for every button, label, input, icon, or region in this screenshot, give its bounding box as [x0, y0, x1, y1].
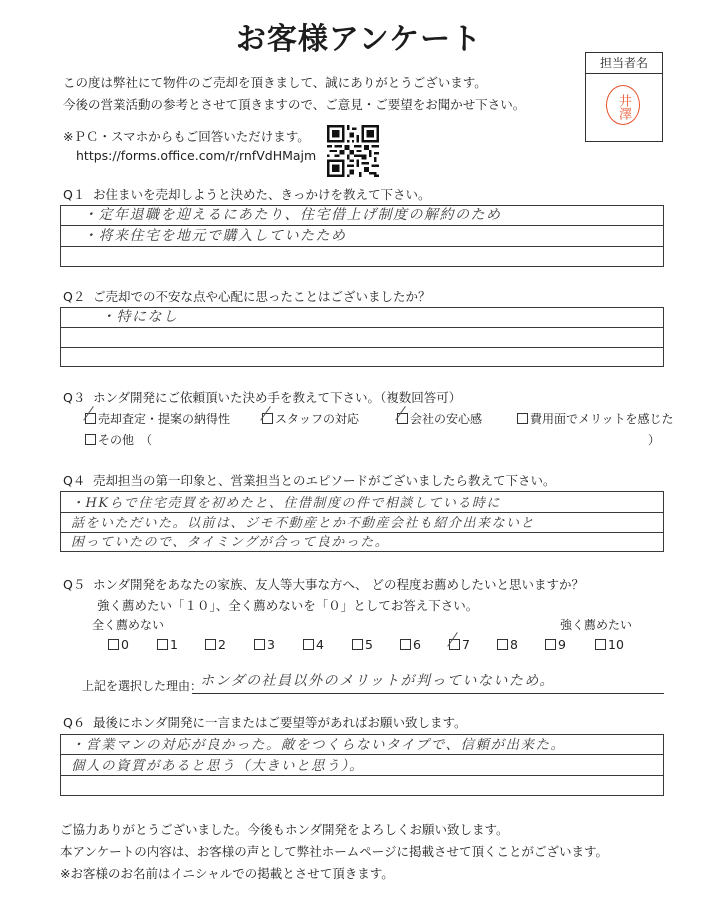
footer-initials-note: ※お客様のお名前はイニシャルでの掲載とさせて頂きます。	[60, 866, 394, 881]
q4-answer-3: 困っていたので、タイミングが合って良かった。	[71, 535, 390, 550]
q5-scale-option[interactable]	[595, 637, 624, 652]
q3-number: Q３	[63, 390, 86, 405]
answer-line	[61, 328, 663, 348]
footer-publish-note: 本アンケートの内容は、お客様の声として弊社ホームページに掲載させて頂くことがございます。	[60, 844, 609, 859]
q1-number: Q１	[63, 187, 86, 202]
answer-line	[61, 533, 663, 551]
answer-line	[61, 735, 663, 755]
checkbox-icon[interactable]	[352, 639, 363, 650]
q6-text: 最後にホンダ開発に一言またはご要望等があればお願い致します。	[92, 715, 467, 730]
q5-number: Q５	[63, 577, 86, 592]
checkbox-icon[interactable]	[254, 639, 265, 650]
answer-line	[61, 206, 663, 226]
checkbox-icon[interactable]	[497, 639, 508, 650]
q5-scale-value: 0	[121, 637, 129, 652]
q5-scale-option[interactable]	[400, 637, 421, 652]
checkbox-icon[interactable]	[108, 639, 119, 650]
q5-scale-value: 10	[608, 637, 624, 652]
q5-scale-value: 5	[365, 637, 373, 652]
checkbox-icon[interactable]	[303, 639, 314, 650]
checkbox-checked-icon[interactable]	[262, 413, 273, 424]
q5-scale-option[interactable]	[352, 637, 373, 652]
q5-reason-answer: ホンダの社員以外のメリットが判っていないため。	[200, 673, 555, 689]
q4-number: Q４	[63, 473, 86, 488]
q3-option-2[interactable]	[262, 410, 359, 427]
personal-seal: 井澤	[606, 85, 640, 125]
checkbox-icon[interactable]	[85, 434, 96, 445]
q5-scale-option[interactable]	[545, 637, 566, 652]
q2-question	[63, 287, 431, 305]
q3-option-1-label: 売却査定・提案の納得性	[98, 412, 231, 426]
q5-scale-value: 1	[170, 637, 178, 652]
q5-scale-value: 6	[413, 637, 421, 652]
q6-answer-box[interactable]	[60, 734, 664, 796]
q4-answer-1: ・HKらで住宅売買を初めたと、住借制度の件で相談している時に	[71, 496, 501, 511]
q6-answer-2: 個人の資質があると思う（大きいと思う）。	[71, 758, 365, 774]
checkbox-icon[interactable]	[205, 639, 216, 650]
q6-number: Q６	[63, 715, 86, 730]
q2-text: ご売却での不安な点や心配に思ったことはございましたか？	[92, 289, 431, 304]
q2-answer-box[interactable]	[60, 307, 664, 367]
survey-url[interactable]: https://forms.office.com/r/rnfVdHMajm	[76, 148, 317, 163]
q3-option-other[interactable]	[85, 431, 152, 448]
q3-option-4[interactable]	[517, 410, 674, 427]
q5-text: ホンダ開発をあなたの家族、友人等大事な方へ、 どの程度お薦めしたいと思いますか？	[92, 577, 584, 592]
q3-option-3-label: 会社の安心感	[410, 412, 483, 426]
q6-question	[63, 713, 467, 731]
q5-reason-underline[interactable]	[192, 693, 664, 694]
checkbox-icon[interactable]	[400, 639, 411, 650]
q5-scale-option[interactable]	[254, 637, 275, 652]
checkbox-checked-icon[interactable]	[397, 413, 408, 424]
q5-high-label: 強く薦めたい	[560, 618, 633, 632]
q1-answer-1: ・定年退職を迎えるにあたり、住宅借上げ制度の解約のため	[83, 207, 502, 223]
q5-scale-value: 4	[316, 637, 324, 652]
q5-scale-option[interactable]	[157, 637, 178, 652]
q5-scale-option[interactable]	[108, 637, 129, 652]
q4-text: 売却担当の第一印象と、営業担当とのエピソードがございましたら教えて下さい。	[92, 473, 556, 488]
q3-question	[63, 388, 461, 406]
q3-option-1[interactable]	[85, 410, 230, 427]
q2-number: Q２	[63, 289, 86, 304]
q5-reason-label: 上記を選択した理由：	[82, 679, 203, 693]
checkbox-icon[interactable]	[517, 413, 528, 424]
answer-line	[61, 348, 663, 366]
staff-stamp-label: 担当者名	[586, 53, 662, 74]
qr-code-icon[interactable]	[327, 125, 379, 177]
q3-option-4-label: 費用面でメリットを感じた	[530, 412, 674, 426]
q5-scale-option[interactable]	[449, 637, 470, 652]
q4-answer-box[interactable]	[60, 491, 664, 552]
q5-scale-option[interactable]	[497, 637, 518, 652]
checkbox-checked-icon[interactable]	[85, 413, 96, 424]
q5-question	[63, 575, 584, 593]
checkbox-checked-icon[interactable]	[449, 639, 460, 650]
checkbox-icon[interactable]	[595, 639, 606, 650]
answer-line	[61, 513, 663, 533]
checkbox-icon[interactable]	[545, 639, 556, 650]
q1-question	[63, 185, 431, 203]
q1-answer-box[interactable]	[60, 205, 664, 267]
q1-text: お住まいを売却しようと決めた、きっかけを教えて下さい。	[92, 187, 431, 202]
q5-scale-value: 7	[462, 637, 470, 652]
page-title: お客様アンケート	[235, 22, 483, 57]
q5-scale-option[interactable]	[205, 637, 226, 652]
answer-line	[61, 776, 663, 795]
answer-line	[61, 247, 663, 266]
checkbox-icon[interactable]	[157, 639, 168, 650]
q4-question	[63, 471, 556, 489]
q5-scale-value: 8	[510, 637, 518, 652]
q3-text: ホンダ開発にご依頼頂いた決め手を教えて下さい。（複数回答可）	[92, 390, 462, 405]
q3-other-label: その他 （	[98, 433, 153, 447]
q3-other-close: ）	[648, 433, 661, 447]
q3-option-2-label: スタッフの対応	[275, 412, 360, 426]
answer-line	[61, 755, 663, 776]
q5-subtext: 強く薦めたい「１０」、全く薦めないを「０」としてお答え下さい。	[97, 598, 479, 613]
q4-answer-2: 話をいただいた。以前は、ジモ不動産とか不動産会社も紹介出来ないと	[71, 516, 536, 531]
q6-answer-1: ・営業マンの対応が良かった。敵をつくらないタイプで、信頼が出来た。	[71, 737, 566, 753]
answer-line	[61, 226, 663, 247]
q2-answer-1: ・特になし	[101, 309, 179, 325]
answer-line	[61, 308, 663, 328]
intro-line-2: 今後の営業活動の参考とさせて頂きますので、ご意見・ご要望をお聞かせ下さい。	[63, 97, 526, 112]
q5-scale-value: 2	[218, 637, 226, 652]
staff-stamp-box	[585, 52, 663, 142]
footer-thanks: ご協力ありがとうございました。今後もホンダ開発をよろしくお願い致します。	[60, 822, 509, 837]
q3-option-3[interactable]	[397, 410, 482, 427]
q5-scale-value: 3	[267, 637, 275, 652]
q5-scale-option[interactable]	[303, 637, 324, 652]
q5-low-label: 全く薦めない	[92, 618, 165, 632]
q5-scale-value: 9	[558, 637, 566, 652]
intro-line-1: この度は弊社にて物件のご売却を頂きまして、誠にありがとうございます。	[63, 75, 487, 90]
online-note: ※ＰＣ・スマホからもご回答いただけます。	[63, 129, 310, 144]
answer-line	[61, 492, 663, 513]
q1-answer-2: ・将来住宅を地元で購入していたため	[83, 228, 347, 244]
